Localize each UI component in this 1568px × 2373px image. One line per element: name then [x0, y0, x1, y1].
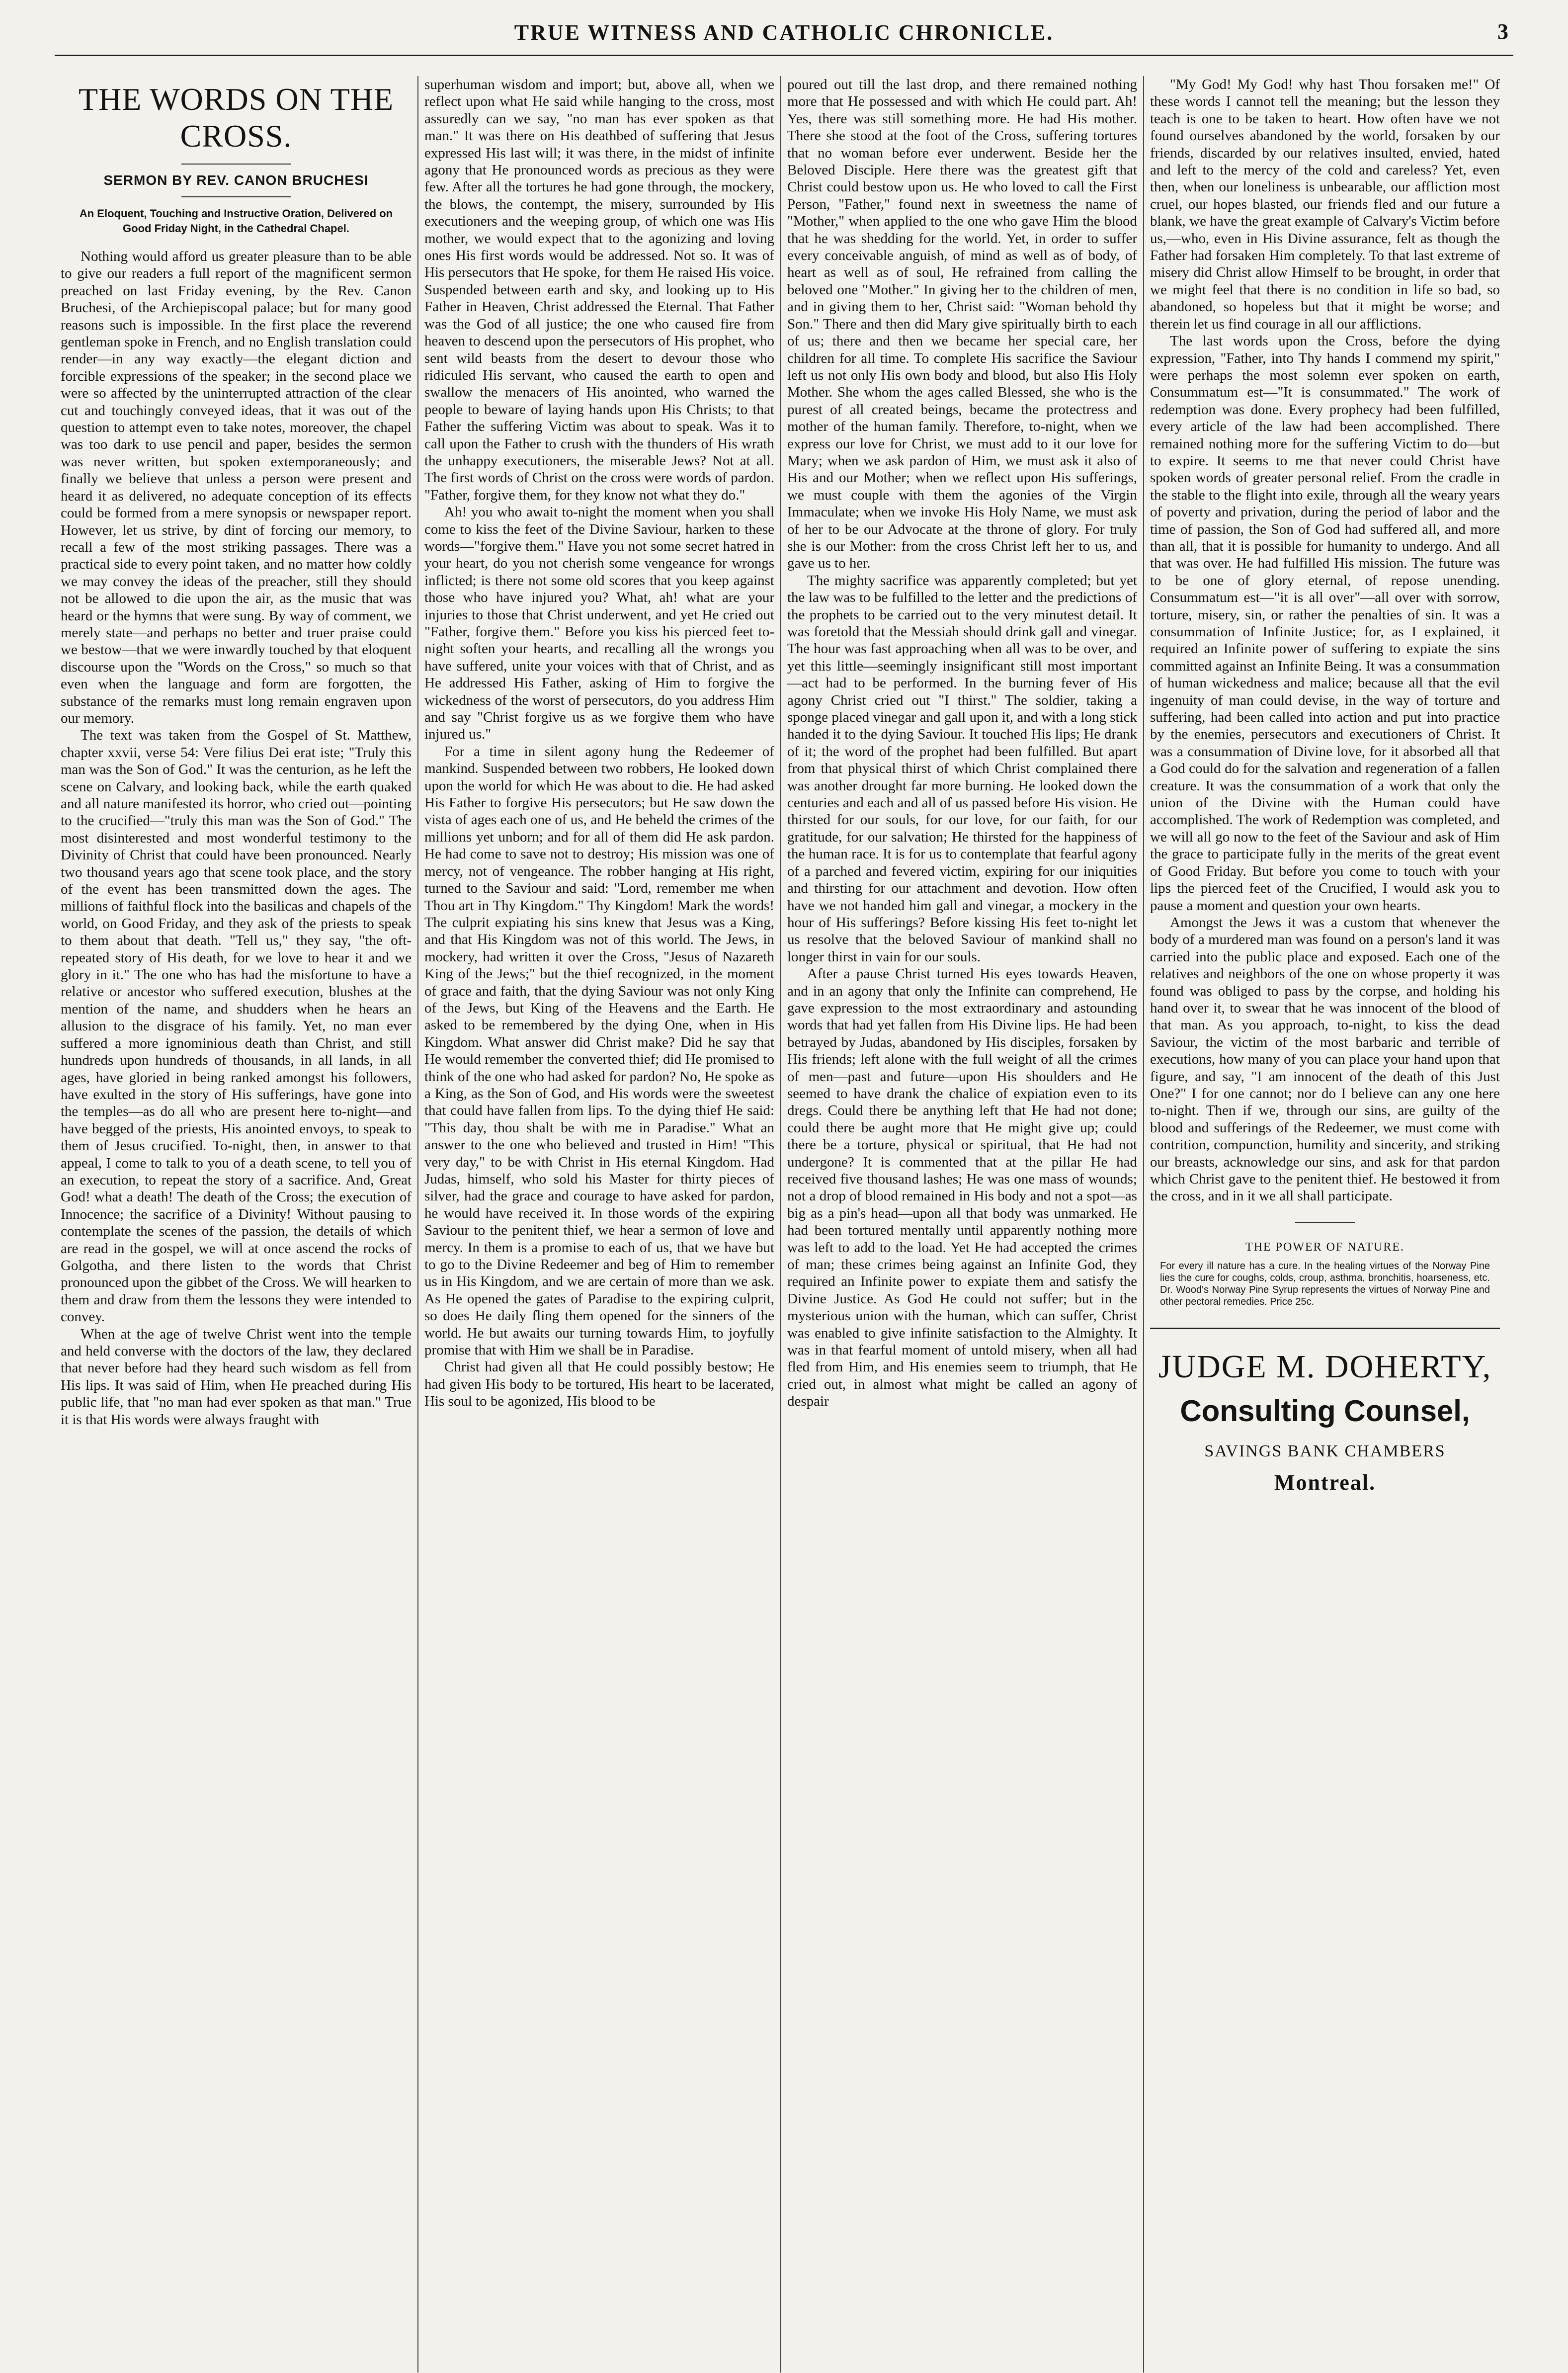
paragraph: Amongst the Jews it was a custom that whenever the body of a murdered man was found on a person's land it was carried into the public place and exposed. Each one of the relatives and neighbors of the one on whose property it was found was obliged to pass by the corpse, and holding his hand over it, to swear that he was innocent of the blood of that man. As you approach, to-night, to kiss the dead Saviour, the victim of the most barbaric and terrible of executions, how many of you can place your hand upon that figure, and say, "I am innocent of the death of this Just One?" I for one cannot; nor do I believe can any one here to-night. Then if we, through our sins, are guilty of the blood and sufferings of the Redeemer, we must come with contrition, compunction, humility and sincerity, and striking our breasts, acknowledge our sins, and ask for that pardon which Christ gave to the penitent thief. He bestowed it from the cross, and in it we all shall participate.	[1150, 914, 1500, 1204]
column-4	[1143, 76, 1506, 2373]
masthead	[55, 10, 1513, 56]
advertiser-address: SAVINGS BANK CHAMBERS	[1204, 1441, 1446, 1460]
paragraph: When at the age of twelve Christ went into the temple and held converse with the doctors of the law, they declared that never before had they heard such wisdom as fell from His lips. It was said of Him, when He preached during His public life, that "no man had ever spoken as that man." True it is that His words were always fraught with	[61, 1326, 412, 1428]
article-headline: THE WORDS ON THE CROSS.	[78, 82, 394, 154]
paragraph: After a pause Christ turned His eyes towards Heaven, and in an agony that only the Infinite can comprehend, He gave expression to the most extraordinary and astounding words that had yet fallen from His Divine lips. He had been betrayed by Judas, abandoned by His disciples, forsaken by His friends; left alone with the full weight of all the crimes of men—past and future—upon His shoulders and He seemed to have drank the chalice of expiation even to its dregs. Could there be anything left that He had not done; could there be aught more that He might give up; could there be a torture, physical or spiritual, that He had not undergone? It is commented that at the pillar He had received five thousand lashes; He was one mass of wounds; not a drop of blood remained in His body and not a spot—as big as a pin's head—upon all that body was unmarked. He had been tortured mentally until apparently nothing more was left to add to the load. Yet He had accepted the crimes of man; these crimes being against an Infinite God, they required an Infinite power to expiate them and satisfy the Divine Justice. As God He could not suffer; but in the mysterious union with the human, which can suffer, Christ was enabled to give infinite satisfaction to the Almighty. It was in that fearful moment of untold misery, when all had fled from Him, and His enemies seem to triumph, that He cried out, in almost what might be called an agony of despair	[787, 966, 1137, 1410]
advertiser-name: JUDGE M. DOHERTY,	[1158, 1348, 1492, 1385]
paragraph: superhuman wisdom and import; but, above all, when we reflect upon what He said while hanging to the cross, most assuredly can we say, "no man has ever spoken as that man." It was there on His deathbed of suffering that Jesus expressed His last will; it was there, in the midst of infinite agony that He pronounced words as precious as they were few. After all the tortures he had gone through, the mockery, the blows, the contempt, the misery, surrounded by His executioners and the weeping group, of which one was His mother, we would expect that to the agonizing and loving ones His first words would be addressed. Not so. It was of His persecutors that He spoke, for them He raised His voice. Suspended between earth and sky, and looking up to His Father in Heaven, Christ addressed the Eternal. That Father was the God of all justice; the one who caused fire from heaven to descend upon the persecutors of His prophet, who sent wild beasts from the desert to devour those who ridiculed His servant, who caused the earth to open and swallow the menacers of His anointed, who warned the people to beware of laying hands upon His Christs; to that Father the suffering Victim was about to speak. Was it to call upon the Father to crush with the thunders of His wrath the unhappy executioners, the miserable Jews? Not at all. The first words of Christ on the cross were words of pardon. "Father, forgive them, for they know not what they do."	[424, 77, 774, 503]
column-3	[780, 76, 1143, 2373]
paragraph: "My God! My God! why hast Thou forsaken me!" Of these words I cannot tell the meaning; but the lesson they teach is one to be taken to heart. How often have we not found ourselves abandoned by the world, forsaken by our friends, discarded by our relatives insulted, envied, hated and left to the mercy of the cold and careless? Yet, even then, when our loneliness is unbearable, our affliction most cruel, our hopes blasted, our friends fled and our future a blank, we have the great example of Calvary's Victim before us,—who, even in His Divine assurance, felt as though the Father had forsaken Him completely. To that last extreme of misery did Christ allow Himself to be brought, in order that we might feel that there is no condition in life so bad, so abandoned, so hopeless but that it might be worse; and therein let us find courage in all our afflictions.	[1150, 77, 1500, 332]
divider	[181, 196, 291, 197]
advertiser-city: Montreal.	[1274, 1470, 1376, 1495]
paragraph: The mighty sacrifice was apparently completed; but yet the law was to be fulfilled to the letter and the predictions of the prophets to be carried out to the very minutest detail. It was foretold that the Messiah should drink gall and vinegar. The hour was fast approaching when all was to be over, and yet this little—seemingly insignificant still most important—act had to be performed. In the burning fever of His agony Christ cried out "I thirst." The soldier, taking a sponge placed vinegar and gall upon it, and with a long stick handed it to the dying Saviour. It touched His lips; He drank of it; the word of the prophet had been fulfilled. But apart from that physical thirst of which Christ complained there was another drought far more burning. He looked down the centuries and each and all of us passed before His vision. He thirsted for our souls, for our love, for our faith, for our gratitude, for our salvation; He thirsted for the happiness of the human race. It is for us to contemplate that fearful agony of a parched and fevered victim, expiring for our iniquities and thirsting for our attachment and devotion. How often have we not handed him gall and vinegar, a mockery in the hour of His sufferings? Before kissing His feet to-night let us resolve that the beloved Saviour of mankind shall no longer thirst in vain for our souls.	[787, 572, 1137, 965]
article-columns	[55, 76, 1513, 2373]
divider	[181, 164, 291, 165]
paragraph: The text was taken from the Gospel of St. Matthew, chapter xxvii, verse 54: Vere filius Dei erat iste; "Truly this man was the Son of God." It was the centurion, as he left the scene on Calvary, and looking back, while the earth quaked and all nature manifested its horror, who cried out—pointing to the crucified—"truly this man was the Son of God." The most disinterested and most wonderful testimony to the Divinity of Christ that could have been pronounced. Nearly two thousand years ago that scene took place, and the story of the event has been transmitted down the ages. The millions of faithful flock into the basilicas and chapels of the world, on Good Friday, and they ask of the priests to speak to them about that death. "Tell us," they say, "the oft-repeated story of His death, for we love to hear it and we glory in it." The one who has had the misfortune to have a relative or ancestor who suffered execution, blushes at the mention of the name, and shudders when he hears an allusion to the disgrace of his family. Yet, no man ever suffered a more ignominious death than Christ, and still hundreds upon hundreds of thousands, in all lands, in all ages, have gloried in being ranked amongst his followers, have exulted in the story of His sufferings, have gone into the temples—as do all who are present here to-night—and have begged of the priests, His anointed envoys, to speak to them of Jesus crucified. To-night, then, in answer to that appeal, I come to talk to you of a death scene, to tell you of an execution, to repeat the story of a sacrifice. And, Great God! what a death! The death of the Cross; the execution of Innocence; the sacrifice of a Divinity! Without pausing to contemplate the scenes of the passion, the details of which are read in the gospel, we will at once ascend the rocks of Golgotha, and there listen to the words that Christ pronounced upon the gibbet of the Cross. We will hearken to them and draw from them the lessons they were intended to convey.	[61, 727, 412, 1325]
column-2	[417, 76, 780, 2373]
paragraph: poured out till the last drop, and there remained nothing more that He possessed and with which He could part. Ah! Yes, there was still something more. He had His mother. There she stood at the foot of the Cross, suffering tortures that no woman before ever underwent. Beside her the Beloved Disciple. Here there was the greatest gift that Christ could bestow upon us. He who loved to call the First Person, "Father," found next in sweetness the name of "Mother," when applied to the one who gave Him the blood that he was shedding for the world. Yet, in order to suffer every conceivable anguish, of mind as well as of body, of heart as well as of soul, He refrained from calling the beloved one "Mother." In giving her to the children of men, and in giving them to her, Christ said: "Woman behold thy Son." There and then did Mary give spiritually birth to each of us; there and then we became her special care, her children for all time. To complete His sacrifice the Saviour left us not only His own body and blood, but also His Holy Mother. She whom the ages called Blessed, she who is the purest of all created beings, became the protectress and mother of the human family. Therefore, to-night, when we express our love for Christ, we must add to it our love for Mary; when we ask pardon of Him, we must ask it also of His and our Mother; when we reflect upon His sufferings, we must couple with them the agonies of the Virgin Immaculate; when we invoke His Holy Name, we must ask of her to be our Advocate at the throne of glory. For truly she is our Mother: from the cross Christ left her to us, and gave us to her.	[787, 77, 1137, 572]
advertiser-role: Consulting Counsel,	[1180, 1394, 1470, 1428]
column-1	[55, 76, 417, 2373]
divider	[1295, 1222, 1355, 1223]
paragraph: Nothing would afford us greater pleasure than to be able to give our readers a full report of the magnificent sermon preached on last Friday evening, by the Rev. Canon Bruchesi, of the Archiepiscopal palace; but for many good reasons such is impossible. In the first place the reverend gentleman spoke in French, and no English translation could render—in any way exactly—the elegant diction and forcible expressions of the speaker; in the second place we were so affected by the uninterrupted attraction of the clear cut and touchingly conveyed ideas, that it was out of the question to attempt even to take notes, moreover, the chapel was too dark to use pencil and paper, besides the sermon was never written, but spoken extemporaneously; and finally we believe that unless a person were present and heard it as delivered, no adequate conception of its effects could be formed from a mere synopsis or newspaper report. However, let us strive, by dint of forcing our memory, to recall a few of the most striking passages. There was a practical side to every point taken, and no matter how coldly we may convey the ideas of the preacher, still they should not be allowed to die upon the air, as the music that was heard or the hymns that were sung. By way of comment, we merely state—and perhaps no better and truer praise could we bestow—that we were inwardly touched by that eloquent discourse upon the "Words on the Cross," so much so that even when the language and form are forgotten, the substance of the remarks must long remain engraven upon our memory.	[61, 249, 412, 726]
paragraph: Christ had given all that He could possibly bestow; He had given His body to be tortured, His heart to be lacerated, His soul to be agonized, His blood to be	[424, 1359, 774, 1410]
article-deck: An Eloquent, Touching and Instructive Oration, Delivered on Good Friday Night, in the Cathedral Chapel.	[79, 207, 393, 235]
paragraph: The last words upon the Cross, before the dying expression, "Father, into Thy hands I commend my spirit," were perhaps the most solemn ever spoken on earth, Consummatum est—"It is consummated." The work of redemption was done. Every prophecy had been fulfilled, every article of the law had been accomplished. There remained nothing more for the suffering Victim to do—but to expire. It seems to me that never could Christ have spoken words of greater personal relief. From the cradle in the stable to the flight into exile, through all the weary years of poverty and privation, during the period of labor and the time of passion, the Son of God had suffered all, and more than all, that it is possible for humanity to undergo. And all that was over. He had fulfilled His mission. The future was to be one of glory eternal, of repose unending. Consummatum est—"it is all over"—all over with sorrow, torture, misery, sin, or rather the penalties of sin. It was a consummation of Infinite Justice; for, as I explained, it required an Infinite power of suffering to expiate the sins committed against an Infinite Being. It was a consummation of human wickedness and malice; because all that the evil ingenuity of man could devise, in the way of torture and suffering, had been called into action and put into practice by the enemies, persecutors and executioners of Christ. It was a consummation of Divine love, for it absorbed all that a God could do for the salvation and regeneration of a fallen creature. It was the consummation of a work that only the union of the Divine with the Human could have accomplished. The work of Redemption was completed, and we will all go now to the feet of the Saviour and ask of Him the grace to participate fully in the merits of the great event of Good Friday. But before you come to touch with your lips the pierced feet of the Crucified, I would ask you to pause a moment and question your own hearts.	[1150, 333, 1500, 914]
notice-title: THE POWER OF NATURE.	[1245, 1240, 1404, 1254]
page-number: 3	[1497, 19, 1508, 44]
paragraph: For a time in silent agony hung the Redeemer of mankind. Suspended between two robbers, He looked down upon the world for which He was about to die. He had asked His Father to forgive His persecutors; but He saw down the vista of ages each one of us, and He beheld the crimes of the millions yet unborn; and for all of them did He ask pardon. He had come to save not to destroy; His mission was one of mercy, not of vengeance. The robber hanging at His right, turned to the Saviour and said: "Lord, remember me when Thou art in Thy Kingdom." Thy Kingdom! Mark the words! The culprit expiating his sins knew that Jesus was a King, and that His Kingdom was not of this world. The Jews, in mockery, had written it over the Cross, "Jesus of Nazareth King of the Jews;" but the thief recognized, in the moment of grace and faith, that the dying Saviour was not only King of the Jews, but King of the Heavens and the Earth. He asked to be remembered by the dying One, when in His Kingdom. What answer did Christ make? Did he say that He would remember the converted thief; did He promised to think of the one who had asked for pardon? No, He spoke as a King, as the Son of God, and His words were the sweetest that could have fallen from lips. To the dying thief He said: "This day, thou shalt be with me in Paradise." What an answer to the one who believed and trusted in Him! "This very day," to be with Christ in His eternal Kingdom. Had Judas, himself, who sold his Master for thirty pieces of silver, had the grace and courage to have asked for pardon, he would have received it. In those words of the expiring Saviour to the penitent thief, we hear a sermon of love and mercy. In them is a promise to each of us, that we have but to go to the Divine Redeemer and beg of Him to remember us in His Kingdom, and we are certain of more than we ask. As He opened the gates of Paradise to the expiring culprit, so does He daily fling them opened for the sinners of the world. He but awaits our turning towards Him, to joyfully promise that with Him we shall be in Paradise.	[424, 743, 774, 1358]
newspaper-title: TRUE WITNESS AND CATHOLIC CHRONICLE.	[514, 20, 1054, 45]
paragraph: Ah! you who await to-night the moment when you shall come to kiss the feet of the Divine Saviour, harken to these words—"forgive them." Have you not some secret hatred in your heart, do you not cherish some vengeance for wrongs inflicted; is there not some old scores that you keep against those who have injured you? What, ah! what are your injuries to those that Christ underwent, and yet He cried out "Father, forgive them." Before you kiss his pierced feet to-night soften your hearts, and recalling all the wrongs you have suffered, unite your voices with that of Christ, and as He addressed His Father, asking of Him to forgive the wickedness of the worst of persecutors, do you address Him and say "Christ forgive us as we forgive them who have injured us."	[424, 504, 774, 743]
advertisement	[1150, 1328, 1500, 1495]
notice-text: For every ill nature has a cure. In the healing virtues of the Norway Pine lies the cure for coughs, colds, croup, asthma, bronchitis, hoarseness, etc. Dr. Wood's Norway Pine Syrup represents the virtues of Norway Pine and other pectoral remedies. Price 25c.	[1160, 1260, 1490, 1307]
article-subhead: SERMON BY REV. CANON BRUCHESI	[103, 172, 369, 188]
